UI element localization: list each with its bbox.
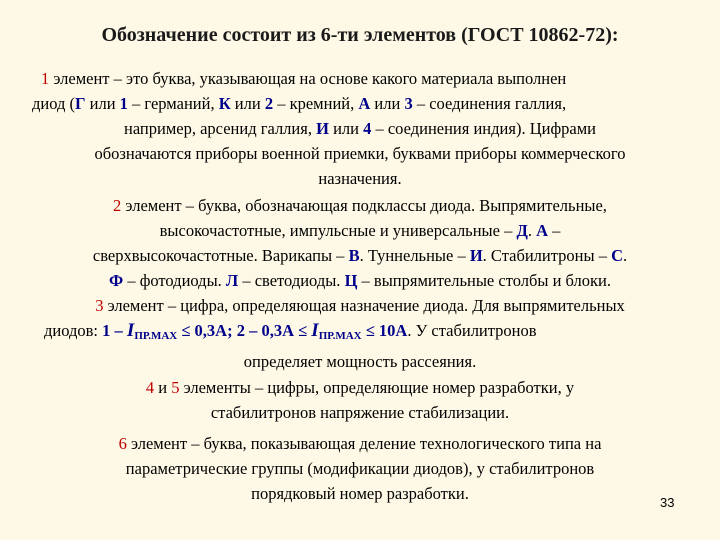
text: высокочастотные, импульсные и универсальные –: [159, 221, 517, 240]
current-symbol: I: [126, 320, 135, 341]
text: – соединения индия). Цифрами: [371, 119, 596, 138]
text: – светодиоды.: [238, 271, 345, 290]
letter-v: В: [348, 246, 360, 265]
p1-line-4: обозначаются приборы военной приемки, буквами приборы коммерческого: [94, 144, 626, 163]
text: – выпрямительные столбы и блоки.: [357, 271, 611, 290]
text: – фотодиоды.: [123, 271, 226, 290]
text: диодов:: [44, 321, 103, 340]
p3-line-2: [24, 318, 696, 349]
text: и: [154, 378, 172, 397]
letter-l: Л: [225, 271, 239, 290]
digit-4: 4: [363, 119, 372, 138]
letter-k: К: [218, 94, 231, 113]
text: или: [230, 94, 265, 113]
p2-number: 2: [113, 196, 122, 215]
letter-a: А: [358, 94, 371, 113]
p4-line-2: стабилитронов напряжение стабилизации.: [210, 403, 510, 422]
text: элемент – цифра, определяющая назначение диода. Для выпрямительных: [103, 296, 625, 315]
p2-line-1: [24, 193, 696, 218]
letter-f: Ф: [109, 271, 124, 290]
p5-number: 6: [118, 434, 127, 453]
slide-title: Обозначение состоит из 6-ти элементов (ГОСТ 10862-72):: [101, 24, 619, 46]
p1-line-1: [24, 66, 696, 91]
p4-number-4: 4: [145, 378, 155, 397]
text: элемент – буква, показывающая деление технологического типа на: [126, 434, 602, 453]
text: . Туннельные –: [359, 246, 470, 265]
letter-g: Г: [75, 94, 86, 113]
p3-line-3: определяет мощность рассеяния.: [243, 352, 477, 371]
current-subscript: ПР.МАХ: [134, 330, 178, 342]
page-number: 33: [660, 495, 675, 510]
paragraph-element-4-5: [24, 375, 696, 425]
p2-line-4: [24, 268, 696, 293]
paragraph-element-2: [24, 193, 696, 293]
p5-line-2: параметрические группы (модификации диодов), у стабилитронов: [125, 459, 595, 478]
text: .: [527, 221, 537, 240]
p2-line-3: [24, 243, 696, 268]
text: .: [622, 246, 628, 265]
text: – германий,: [127, 94, 219, 113]
text: –: [547, 221, 561, 240]
text: или: [85, 94, 120, 113]
p1-line-2: [24, 91, 696, 116]
paragraph-element-3: [24, 293, 696, 374]
letter-ts: Ц: [344, 271, 358, 290]
formula-part: 1 –: [102, 321, 127, 340]
p5-line-3: порядковый номер разработки.: [251, 484, 469, 503]
digit-3: 3: [404, 94, 413, 113]
letter-i: И: [316, 119, 329, 138]
letter-d: Д: [516, 221, 528, 240]
p5-line-1: [24, 431, 696, 456]
p1-line-3: [24, 116, 696, 141]
p1-text: элемент – это буква, указывающая на основе какого материала выполнен: [49, 69, 567, 88]
text: элемент – буква, обозначающая подклассы диода. Выпрямительные,: [121, 196, 607, 215]
p2-line-2: [24, 218, 696, 243]
text: – соединения галлия,: [412, 94, 567, 113]
text: . У стабилитронов: [407, 321, 537, 340]
letter-s: С: [611, 246, 623, 265]
paragraph-element-6: [24, 431, 696, 506]
text: – кремний,: [273, 94, 359, 113]
paragraph-element-1: [24, 66, 696, 191]
formula-part: ≤ 0,3А; 2 – 0,3А ≤: [177, 321, 312, 340]
formula-part: ≤ 10А: [361, 321, 408, 340]
p1-line-5: назначения.: [318, 169, 402, 188]
letter-i: И: [469, 246, 483, 265]
text: или: [370, 94, 405, 113]
text: элементы – цифры, определяющие номер разработки, у: [179, 378, 575, 397]
text: . Стабилитроны –: [482, 246, 612, 265]
p4-number-5: 5: [171, 378, 180, 397]
letter-a: А: [536, 221, 548, 240]
p3-line-1: [24, 293, 696, 318]
digit-2: 2: [264, 94, 274, 113]
text: диод (: [32, 94, 76, 113]
text: сверхвысокочастотные. Варикапы –: [92, 246, 349, 265]
text: или: [328, 119, 364, 138]
current-symbol: I: [311, 320, 319, 341]
p1-number: 1: [41, 69, 50, 88]
digit-1: 1: [119, 94, 128, 113]
p3-number: 3: [95, 296, 104, 315]
text: например, арсенид галлия,: [124, 119, 317, 138]
current-subscript: ПР.МАХ: [318, 330, 362, 342]
p4-line-1: [24, 375, 696, 400]
